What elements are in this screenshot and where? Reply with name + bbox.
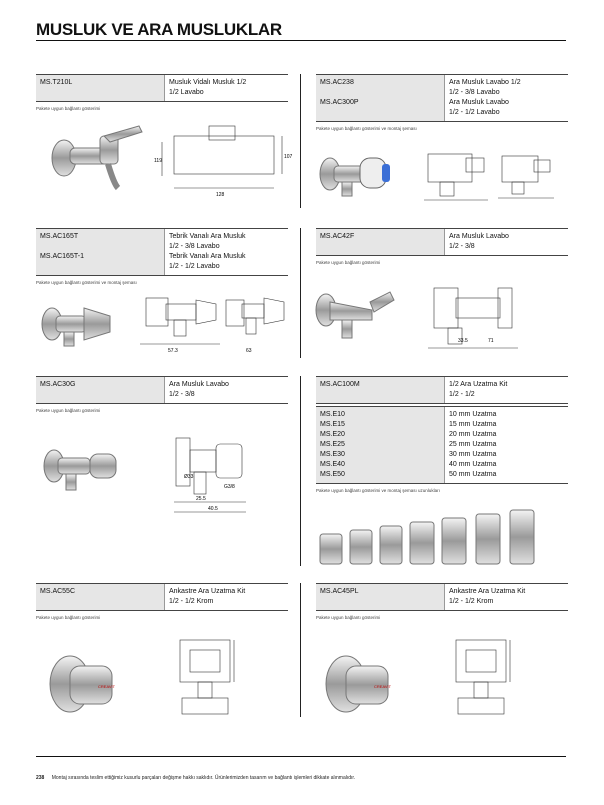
product-illustration	[316, 142, 566, 212]
product-note: Pakete uygun bağlantı gösterimi	[316, 260, 381, 265]
product-note: Pakete uygun bağlantı gösterimi	[36, 615, 101, 620]
product-desc: 1/2 Lavabo	[169, 89, 204, 96]
product-card-msac238	[316, 74, 568, 131]
page-footer	[36, 775, 355, 781]
dimension-label: G3/8	[224, 484, 235, 490]
product-desc: 40 mm Uzatma	[449, 461, 497, 468]
product-note: Pakete uygun bağlantı gösterimi	[316, 615, 381, 620]
product-desc: 1/2 - 3/8	[169, 391, 195, 398]
product-card-msac45pl	[316, 583, 568, 620]
product-code: MS.AC300P	[320, 99, 359, 106]
product-desc: 25 mm Uzatma	[449, 441, 497, 448]
product-code: MS.E40	[320, 461, 345, 468]
product-note: Pakete uygun bağlantı gösterimi	[36, 408, 101, 413]
title-underline	[36, 40, 566, 41]
brand-logo: CREAVIT	[374, 684, 392, 689]
product-note: Pakete uygun bağlantı gösterimi ve montaj şeması	[36, 280, 137, 285]
page-title: MUSLUK VE ARA MUSLUKLAR	[36, 20, 282, 39]
dimension-label: 107	[284, 154, 293, 160]
product-desc: Tebrik Vanalı Ara Musluk	[169, 253, 246, 260]
product-desc: 1/2 - 1/2	[449, 391, 475, 398]
column-divider	[300, 228, 301, 358]
product-code: MS.AC45PL	[320, 588, 359, 595]
product-card-msac100m	[316, 376, 568, 404]
product-note: Pakete uygun bağlantı gösterimi ve montaj şeması uzunlukları	[316, 488, 440, 493]
dimension-label: Ø33	[184, 474, 194, 480]
product-card-msac42f	[316, 228, 568, 265]
product-desc: 30 mm Uzatma	[449, 451, 497, 458]
product-desc: 1/2 - 1/2 Lavabo	[449, 109, 500, 116]
product-desc: Ankastre Ara Uzatma Kit	[169, 588, 246, 595]
product-desc: Ankastre Ara Uzatma Kit	[449, 588, 526, 595]
product-note: Pakete uygun bağlantı gösterimi	[36, 106, 101, 111]
product-code: MS.E20	[320, 431, 345, 438]
product-illustration	[316, 632, 566, 722]
column-divider	[300, 74, 301, 208]
product-illustration	[40, 432, 290, 522]
product-desc: Musluk Vidalı Musluk 1/2	[169, 79, 247, 86]
product-illustration	[40, 632, 290, 722]
product-code: MS.AC165T-1	[40, 253, 84, 260]
product-note: Pakete uygun bağlantı gösterimi ve montaj şeması	[316, 126, 417, 131]
product-code: MS.E15	[320, 421, 345, 428]
product-desc: 1/2 - 3/8 Lavabo	[169, 243, 220, 250]
dimension-label: 128	[216, 192, 225, 198]
product-illustration	[44, 118, 294, 198]
product-code: MS.T210L	[40, 79, 73, 86]
product-desc: 15 mm Uzatma	[449, 421, 497, 428]
product-desc: Ara Musluk Lavabo	[449, 99, 509, 106]
dimension-label: 63	[246, 348, 252, 354]
product-code: MS.AC55C	[40, 588, 76, 595]
dimension-label: 119	[154, 158, 162, 164]
product-desc: Tebrik Vanalı Ara Musluk	[169, 233, 246, 240]
product-code: MS.AC238	[320, 79, 354, 86]
product-desc: Ara Musluk Lavabo	[449, 233, 509, 240]
dimension-label: 25.5	[196, 496, 206, 502]
product-card-msac30g	[36, 376, 288, 413]
product-desc: 10 mm Uzatma	[449, 411, 497, 418]
product-card-mst210l	[36, 74, 288, 111]
product-desc: 1/2 - 3/8 Lavabo	[449, 89, 500, 96]
product-desc: 1/2 - 1/2 Lavabo	[169, 263, 220, 270]
product-code: MS.AC42F	[320, 233, 355, 240]
dimension-label: 33.5	[458, 338, 468, 344]
dimension-label: 71	[488, 338, 494, 344]
product-card-msac165t	[36, 228, 288, 285]
page-number: 238	[36, 775, 45, 781]
product-card-mse-series	[316, 406, 568, 493]
dimension-label: 57.3	[168, 348, 178, 354]
dimension-label: 40.5	[208, 506, 218, 512]
product-illustration	[316, 508, 566, 570]
footer-note: Montaj sırasında teslim ettiğimiz kusurlu parçaları değişme hakkı saklıdır. Ürünlerimizden tasarım ve bağlantı işlemleri dikkate alınmalıdır.	[51, 775, 356, 781]
product-desc: 20 mm Uzatma	[449, 431, 497, 438]
product-desc: 1/2 - 1/2 Krom	[169, 598, 214, 605]
product-desc: 50 mm Uzatma	[449, 471, 497, 478]
product-code: MS.E25	[320, 441, 345, 448]
product-desc: 1/2 - 3/8	[449, 243, 475, 250]
footer-divider	[36, 756, 566, 757]
product-code: MS.E30	[320, 451, 345, 458]
product-code: MS.AC30G	[40, 381, 76, 388]
product-code: MS.E10	[320, 411, 345, 418]
column-divider	[300, 376, 301, 566]
product-desc: Ara Musluk Lavabo 1/2	[449, 79, 521, 86]
product-illustration	[36, 290, 288, 360]
product-desc: 1/2 - 1/2 Krom	[449, 598, 494, 605]
product-desc: 1/2 Ara Uzatma Kit	[449, 381, 508, 388]
product-card-msac55c	[36, 583, 288, 620]
column-divider	[300, 583, 301, 717]
product-illustration	[312, 280, 562, 354]
product-code: MS.AC165T	[40, 233, 79, 240]
product-desc: Ara Musluk Lavabo	[169, 381, 229, 388]
brand-logo: CREAVIT	[98, 684, 116, 689]
product-code: MS.AC100M	[320, 381, 360, 388]
product-code: MS.E50	[320, 471, 345, 478]
